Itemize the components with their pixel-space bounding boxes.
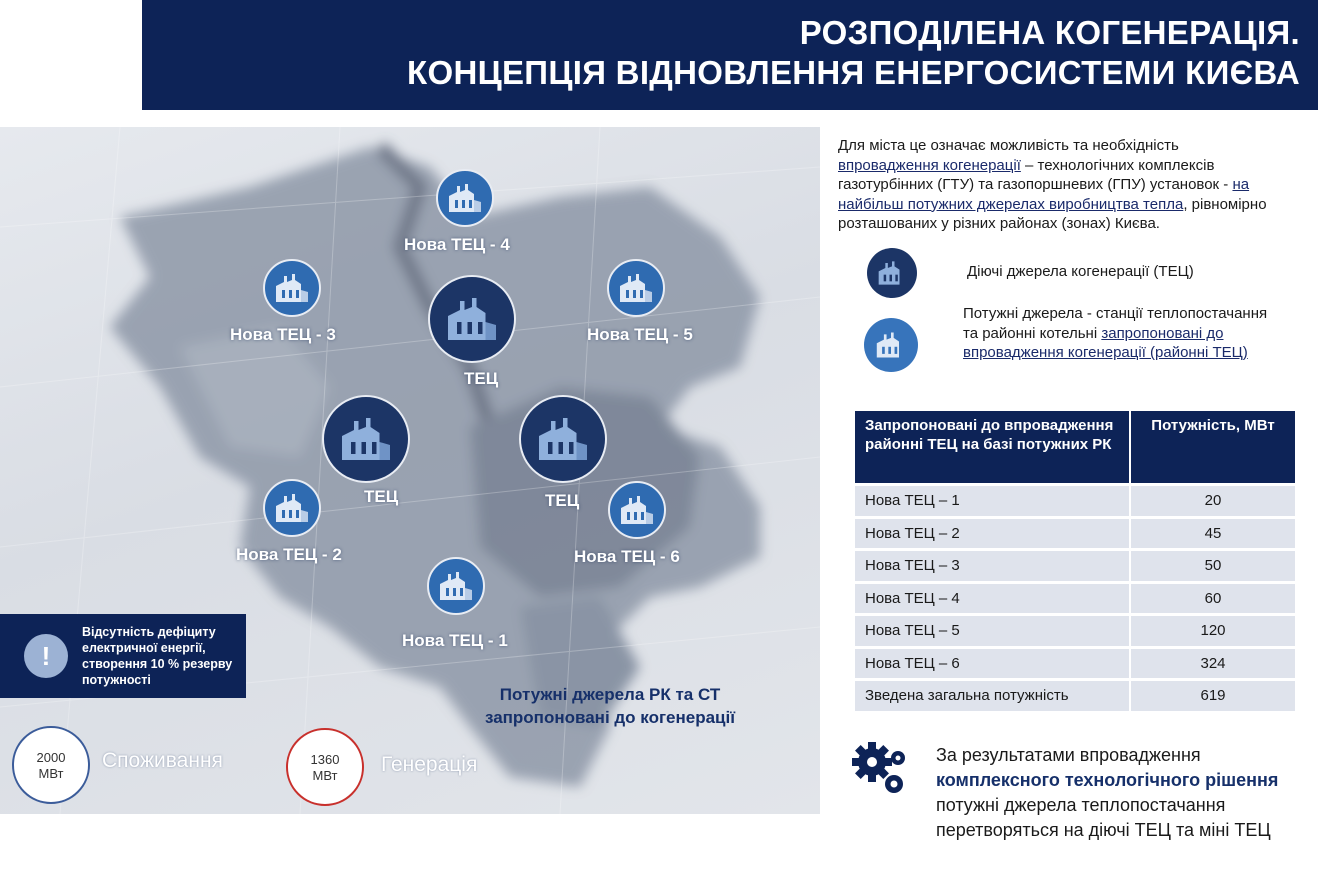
tec-capacity-table [855,408,1295,714]
intro-underline-2: на найбільш потужних джерелах виробництва тепла [838,176,1250,213]
consumption-label: Споживання [102,749,223,772]
table-row [855,519,1295,549]
alert-box [0,614,246,698]
table-cell-value: 20 [1129,486,1295,516]
table-cell-name: Нова ТЕЦ – 3 [855,551,1129,581]
exclamation-icon: ! [24,634,68,678]
legend-proposed-label [963,304,1273,363]
factory-icon [864,318,918,372]
generation-label: Генерація [381,753,478,776]
slide-title-line-1: РОЗПОДІЛЕНА КОГЕНЕРАЦІЯ. [799,14,1300,51]
table-cell-value: 50 [1129,551,1295,581]
plant-label-new-3: Нова ТЕЦ - 3 [230,325,336,344]
table-cell-name: Нова ТЕЦ – 2 [855,519,1129,549]
plant-label-new-6: Нова ТЕЦ - 6 [574,547,680,566]
table-row [855,649,1295,679]
generation-circle [286,728,364,806]
intro-underline-1: впровадження когенерації [838,156,1021,174]
consumption-unit: МВт [38,766,64,781]
table-cell-value: 324 [1129,649,1295,679]
factory-icon[interactable] [322,395,410,483]
alert-text: Відсутність дефіциту електричної енергії, створення 10 % резерву потужності [82,625,233,687]
plant-label-tec-west: ТЕЦ [364,487,399,506]
slide-title-line-2: КОНЦЕПЦІЯ ВІДНОВЛЕННЯ ЕНЕРГОСИСТЕМИ КИЄВА [407,54,1300,91]
plant-label-new-2: Нова ТЕЦ - 2 [236,545,342,564]
result-paragraph [936,743,1306,843]
plant-label-new-1: Нова ТЕЦ - 1 [402,631,508,650]
factory-icon[interactable] [263,259,321,317]
consumption-value: 2000 [36,750,66,765]
factory-icon[interactable] [519,395,607,483]
consumption-circle [12,726,90,804]
table-row [855,616,1295,646]
table-row [855,584,1295,614]
table-row [855,551,1295,581]
factory-icon[interactable] [608,481,666,539]
factory-icon[interactable] [436,169,494,227]
factory-icon[interactable] [607,259,665,317]
intro-text-1: Для міста це означає можливість та необхідність [838,137,1179,154]
factory-icon[interactable] [427,557,485,615]
table-cell-value: 60 [1129,584,1295,614]
gears-icon [850,738,914,802]
table-cell-value: 619 [1129,681,1295,711]
plant-label-tec-east: ТЕЦ [545,491,580,510]
table-cell-name: Зведена загальна потужність [855,681,1129,711]
table-row [855,486,1295,516]
title-bar [142,0,1318,110]
table-cell-value: 45 [1129,519,1295,549]
intro-text-2: – технологічних комплексів газотурбінних (ГТУ) та газопоршневих (ГПУ) установок - [838,156,1229,193]
table-cell-name: Нова ТЕЦ – 5 [855,616,1129,646]
table-header-value: Потужність, МВт [1129,411,1295,483]
table-cell-name: Нова ТЕЦ – 6 [855,649,1129,679]
legend-proposed-underlined: запропоновані до впровадження когенерації (районні ТЕЦ) [963,324,1248,361]
table-header-name: Запропоновані до впровадження районні ТЕЦ на базі потужних РК [855,411,1129,483]
table-row [855,681,1295,711]
factory-icon[interactable] [428,275,516,363]
factory-icon [867,248,917,298]
factory-icon[interactable] [263,479,321,537]
plant-label-tec-north: ТЕЦ [464,369,499,388]
result-bold: комплексного технологічного рішення [936,770,1279,790]
legend-proposed-plain: Потужні джерела - станції теплопостачання та районні котельні [963,305,1268,342]
map-caption-line-2: запропоновані до когенерації [484,708,736,727]
table-cell-value: 120 [1129,616,1295,646]
generation-unit: МВт [312,768,338,783]
intro-paragraph [838,136,1308,234]
table-cell-name: Нова ТЕЦ – 4 [855,584,1129,614]
legend-existing-label: Діючі джерела когенерації (ТЕЦ) [967,263,1194,280]
table-cell-name: Нова ТЕЦ – 1 [855,486,1129,516]
table-header-row [855,411,1295,483]
map-caption-line-1: Потужні джерела РК та СТ [499,685,721,704]
map-caption [440,683,780,729]
result-text-1: За результатами впровадження [936,745,1201,765]
kyiv-map [0,127,820,814]
result-text-2: потужні джерела теплопостачання перетворяться на діючі ТЕЦ та міні ТЕЦ [936,795,1271,840]
plant-label-new-5: Нова ТЕЦ - 5 [587,325,693,344]
generation-value: 1360 [310,752,340,767]
plant-label-new-4: Нова ТЕЦ - 4 [404,235,510,254]
intro-text-3: , рівномірно розташованих у різних районах (зонах) Києва. [838,195,1267,232]
